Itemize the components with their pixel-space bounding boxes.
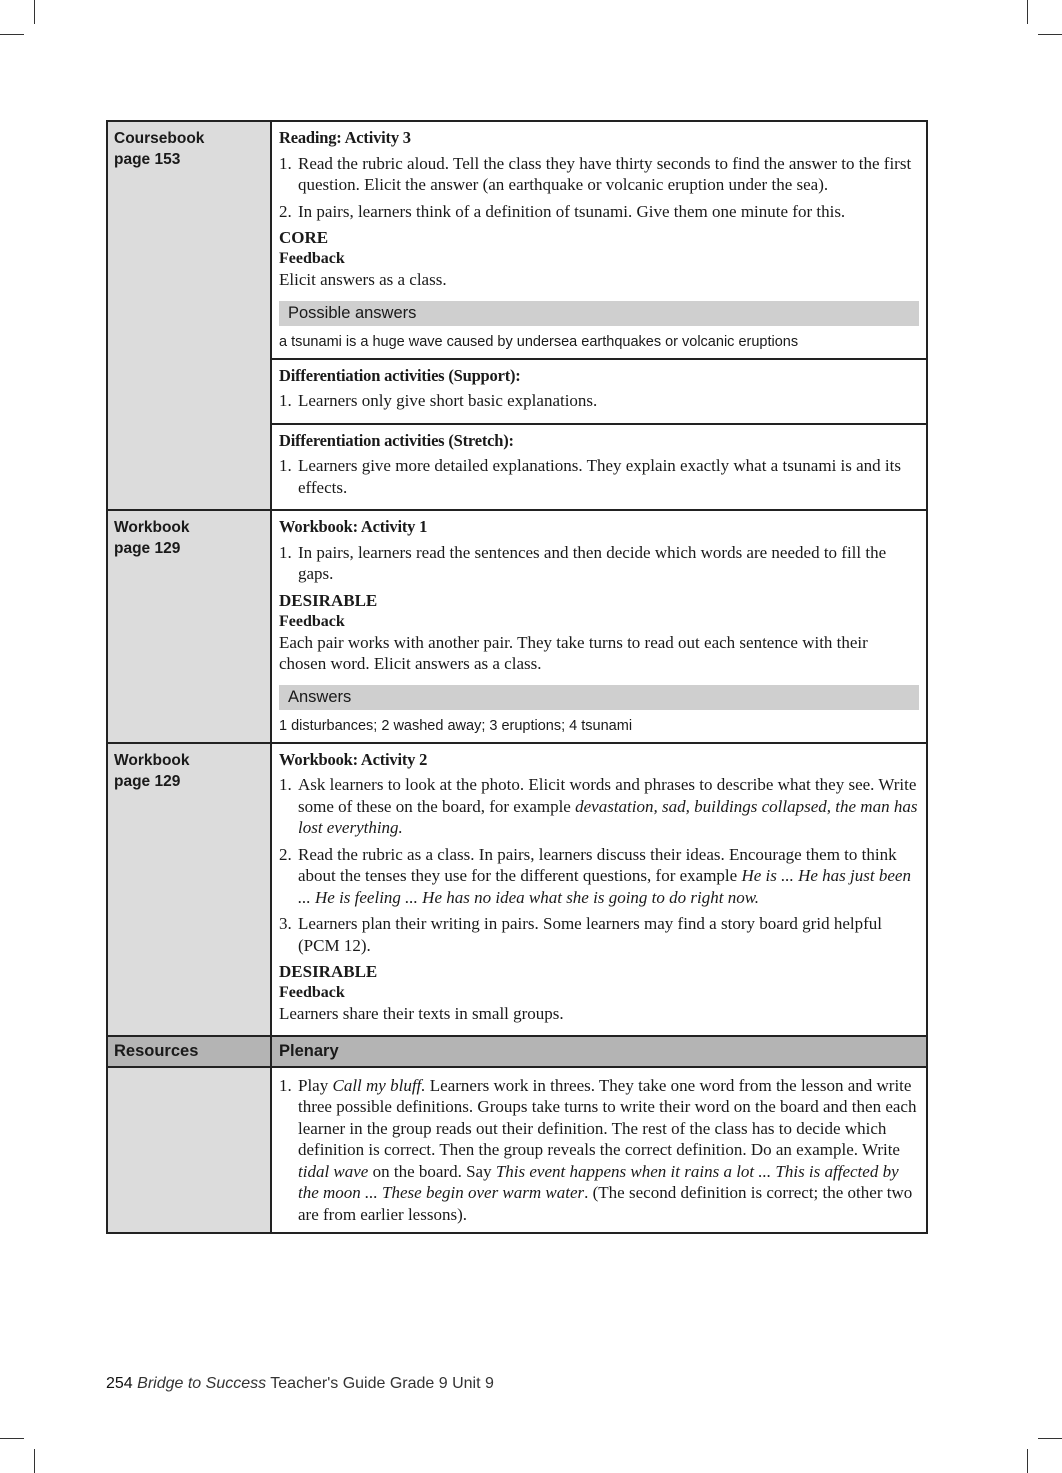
book-title: Bridge to Success	[137, 1375, 267, 1392]
item-number: 1.	[279, 456, 292, 475]
footer-subtitle: Teacher's Guide Grade 9 Unit 9	[266, 1375, 494, 1392]
activity-heading: Reading: Activity 3	[279, 128, 411, 147]
resource-book: Workbook	[114, 519, 190, 536]
item-text	[298, 774, 919, 839]
stretch-block	[272, 425, 926, 510]
text-run: Ask learners to look at the photo. Elicit words and phrases to describe what they see. Write some of these on the board, for example	[298, 775, 917, 816]
list-item	[279, 1075, 919, 1226]
feedback-text: Each pair works with another pair. They take turns to read out each sentence with their chosen word. Elicit answers as a class.	[279, 632, 868, 673]
text-run: Play	[298, 1075, 333, 1095]
resource-page: page 153	[114, 151, 181, 168]
page-number: 254	[106, 1375, 133, 1392]
plenary-block	[272, 1068, 926, 1233]
feedback-label: Feedback	[279, 612, 345, 630]
item-number: 1.	[279, 1075, 292, 1095]
crop-mark	[34, 0, 35, 24]
plenary-cell	[271, 1067, 927, 1234]
example-definitions: This event happens when it rains a lot ... This is affected by the moon ... These begin over warm water	[298, 1161, 899, 1202]
resource-page: page 129	[114, 540, 181, 557]
crop-mark	[1038, 34, 1062, 35]
activity-heading: Workbook: Activity 2	[279, 749, 428, 769]
text-run: on the board. Say	[368, 1161, 496, 1181]
resource-book: Workbook	[114, 751, 190, 769]
activity-block	[272, 511, 926, 742]
stretch-heading: Differentiation activities (Stretch):	[279, 430, 514, 450]
feedback-text: Learners share their texts in small groups.	[279, 1004, 564, 1023]
feedback-label: Feedback	[279, 984, 345, 1001]
list-item	[279, 201, 919, 223]
table-row	[107, 1067, 927, 1234]
list-item	[279, 455, 919, 498]
support-heading: Differentiation activities (Support):	[279, 365, 521, 385]
table-row	[107, 743, 927, 1036]
resources-heading: Resources	[114, 1041, 199, 1060]
resource-reference	[107, 121, 271, 510]
item-number: 2.	[279, 201, 292, 221]
plenary-heading: Plenary	[279, 1041, 339, 1060]
feedback-text: Elicit answers as a class.	[279, 270, 447, 289]
item-text: Learners only give short basic explanations.	[298, 391, 598, 410]
list-item	[279, 153, 919, 196]
item-text: Learners plan their writing in pairs. Some learners may find a story board grid helpful (PCM 12).	[298, 914, 882, 955]
crop-mark	[0, 34, 24, 35]
answers-text: a tsunami is a huge wave caused by undersea earthquakes or volcanic eruptions	[279, 333, 799, 350]
crop-mark	[0, 1438, 24, 1439]
item-number: 3.	[279, 914, 292, 933]
lesson-plan-table	[106, 120, 928, 1234]
plenary-header	[271, 1036, 927, 1067]
text-run: Read the rubric as a class. In pairs, learners discuss their ideas. Encourage them to think about the tenses they use for the different questions, for example	[298, 844, 897, 885]
text-run: Learners work in threes. They take one word from the lesson and write three possible definitions. Groups take turns to write their word on the board and then each learner in the group reads out their definition. The rest of the class has to decide which definition is correct. Then the group reveals the correct definition. Do an example. Write	[298, 1075, 917, 1159]
level-label: DESIRABLE	[279, 590, 378, 610]
item-text: Learners give more detailed explanations. They explain exactly what a tsunami is and its effects.	[298, 456, 901, 497]
crop-mark	[1027, 1449, 1028, 1473]
list-item	[279, 542, 919, 585]
level-label: CORE	[279, 228, 329, 247]
list-item	[279, 913, 919, 956]
item-number: 1.	[279, 542, 292, 562]
answers-text: 1 disturbances; 2 washed away; 3 eruptions; 4 tsunami	[279, 717, 633, 734]
text-run: . (The second definition is correct; the other two are from earlier lessons).	[298, 1183, 913, 1224]
resource-book: Coursebook	[114, 130, 205, 147]
table-row	[107, 510, 927, 743]
resource-reference	[107, 510, 271, 743]
example-word: tidal wave	[298, 1161, 369, 1181]
item-number: 1.	[279, 153, 292, 173]
list-item	[279, 844, 919, 909]
game-name: Call my bluff.	[332, 1075, 426, 1095]
feedback-label: Feedback	[279, 250, 345, 267]
activity-cell	[271, 510, 927, 743]
item-text: In pairs, learners read the sentences and then decide which words are needed to fill the gaps.	[298, 542, 887, 583]
crop-mark	[1038, 1438, 1062, 1439]
activity-cell	[271, 743, 927, 1036]
activity-block	[272, 122, 926, 358]
resource-page: page 129	[114, 772, 181, 790]
item-number: 1.	[279, 775, 292, 794]
item-number: 1.	[279, 391, 292, 410]
activity-heading: Workbook: Activity 1	[279, 517, 428, 536]
resources-header	[107, 1036, 271, 1067]
activity-cell	[271, 121, 927, 510]
resources-cell	[107, 1067, 271, 1234]
item-number: 2.	[279, 844, 292, 864]
item-text	[298, 1075, 919, 1226]
answers-header: Answers	[279, 685, 919, 710]
crop-mark	[1027, 0, 1028, 24]
crop-mark	[34, 1449, 35, 1473]
item-text	[298, 844, 919, 909]
resource-reference	[107, 743, 271, 1036]
page-footer	[106, 1375, 494, 1393]
example-phrases: He is ... He has just been ... He is feeling ... He has no idea what she is going to do right now.	[298, 866, 911, 907]
answers-header: Possible answers	[279, 301, 919, 326]
activity-block	[272, 744, 926, 1035]
list-item	[279, 774, 919, 839]
plenary-header-row	[107, 1036, 927, 1067]
list-item	[279, 390, 919, 412]
support-block	[272, 360, 926, 423]
example-phrases: devastation, sad, buildings collapsed, the man has lost everything.	[298, 796, 918, 837]
item-text: In pairs, learners think of a definition of tsunami. Give them one minute for this.	[298, 201, 846, 221]
level-label: DESIRABLE	[279, 962, 378, 981]
table-row	[107, 121, 927, 510]
item-text: Read the rubric aloud. Tell the class they have thirty seconds to find the answer to the first question. Elicit the answer (an earthquake or volcanic eruption under the sea).	[298, 153, 912, 194]
